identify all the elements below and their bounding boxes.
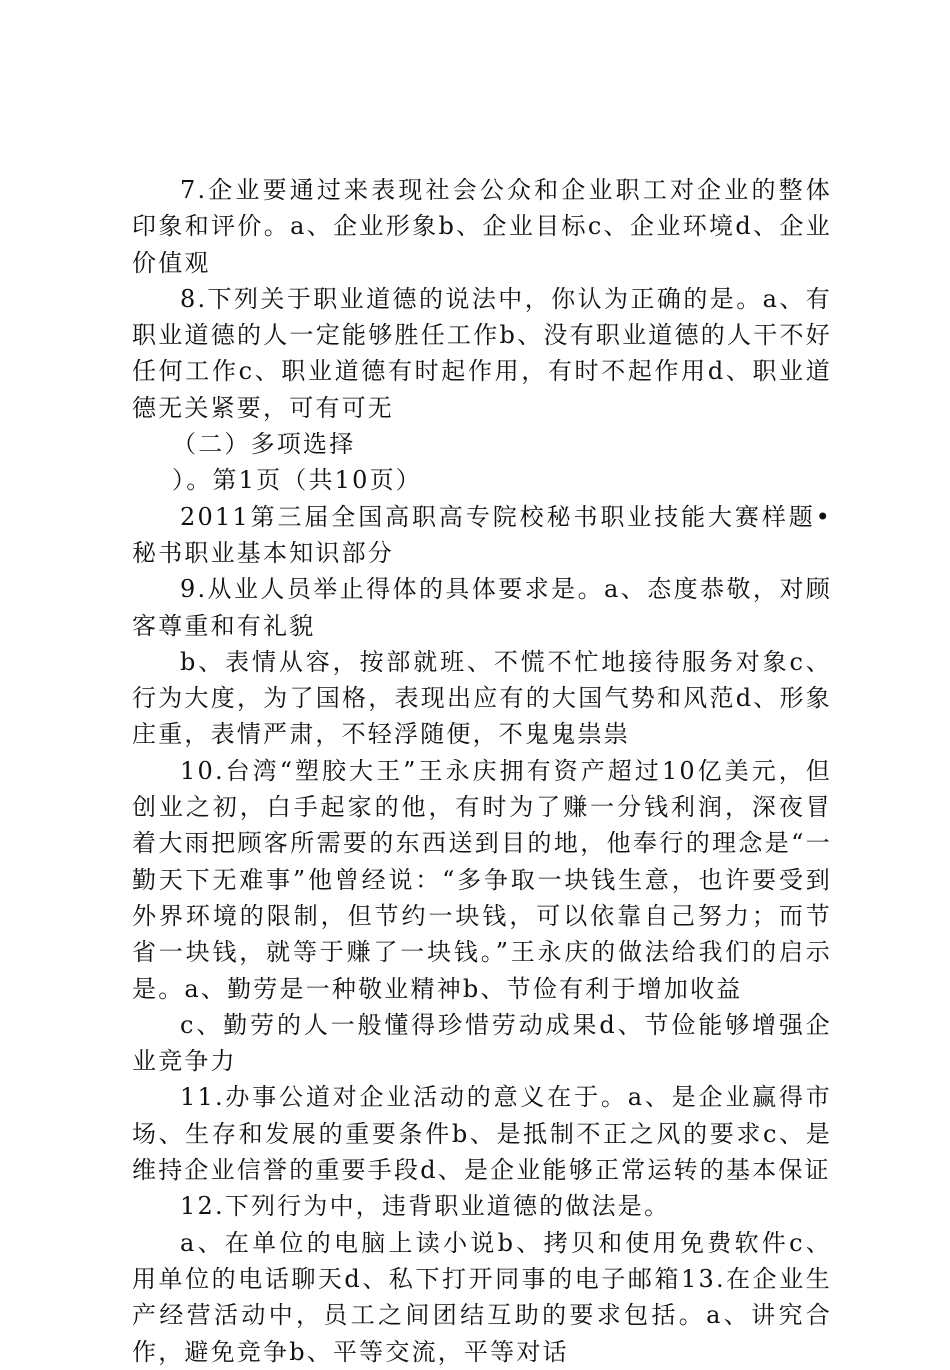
question-12: 12.下列行为中，违背职业道德的做法是。 (180, 1192, 671, 1221)
question-11: 11.办事公道对企业活动的意义在于。a、是企业赢得市场、生存和发展的重要条件b、是抵制不正之风的要求c、是维持企业信誉的重要手段d、是企业能够正常运转的基本保证 (132, 1083, 832, 1185)
question-9-options: b、表情从容，按部就班、不慌不忙地接待服务对象c、行为大度，为了国格，表现出应有的大国气势和风范d、形象庄重，表情严肃，不轻浮随便，不鬼鬼祟祟 (132, 647, 832, 749)
question-12-13-options: a、在单位的电脑上读小说b、拷贝和使用免费软件c、用单位的电话聊天d、私下打开同事的电子邮箱13.在企业生产经营活动中，员工之间团结互助的要求包括。a、讲究合作，避免竞争b、平等交流，平等对话 (132, 1228, 832, 1366)
document-body (132, 172, 832, 1370)
question-9: 9.从业人员举止得体的具体要求是。a、态度恭敬，对顾客尊重和有礼貌 (132, 575, 832, 640)
page-footer: ）。第1页（共10页） (172, 466, 423, 495)
question-8: 8.下列关于职业道德的说法中，你认为正确的是。a、有职业道德的人一定能够胜任工作b、没有职业道德的人干不好任何工作c、职业道德有时起作用，有时不起作用d、职业道德无关紧要，可有可无 (132, 284, 832, 422)
question-10-options: c、勤劳的人一般懂得珍惜劳动成果d、节俭能够增强企业竞争力 (132, 1010, 832, 1076)
section-heading-multiple-choice: （二）多项选择 (172, 430, 356, 459)
question-10: 10.台湾“塑胶大王”王永庆拥有资产超过10亿美元，但创业之初，白手起家的他，有时为了赚一分钱利润，深夜冒着大雨把顾客所需要的东西送到目的地，他奉行的理念是“一勤天下无难事”他曾经说：“多争取一块钱生意，也许要受到外界环境的限制，但节约一块钱，可以依靠自己努力；而节省一块钱，就等于赚了一块钱。”王永庆的做法给我们的启示是。a、勤劳是一种敬业精神b、节俭有利于增加收益 (132, 756, 832, 1003)
page-header-title: 2011第三届全国高职高专院校秘书职业技能大赛样题•秘书职业基本知识部分 (132, 502, 832, 567)
question-7: 7.企业要通过来表现社会公众和企业职工对企业的整体印象和评价。a、企业形象b、企业目标c、企业环境d、企业价值观 (132, 176, 832, 277)
